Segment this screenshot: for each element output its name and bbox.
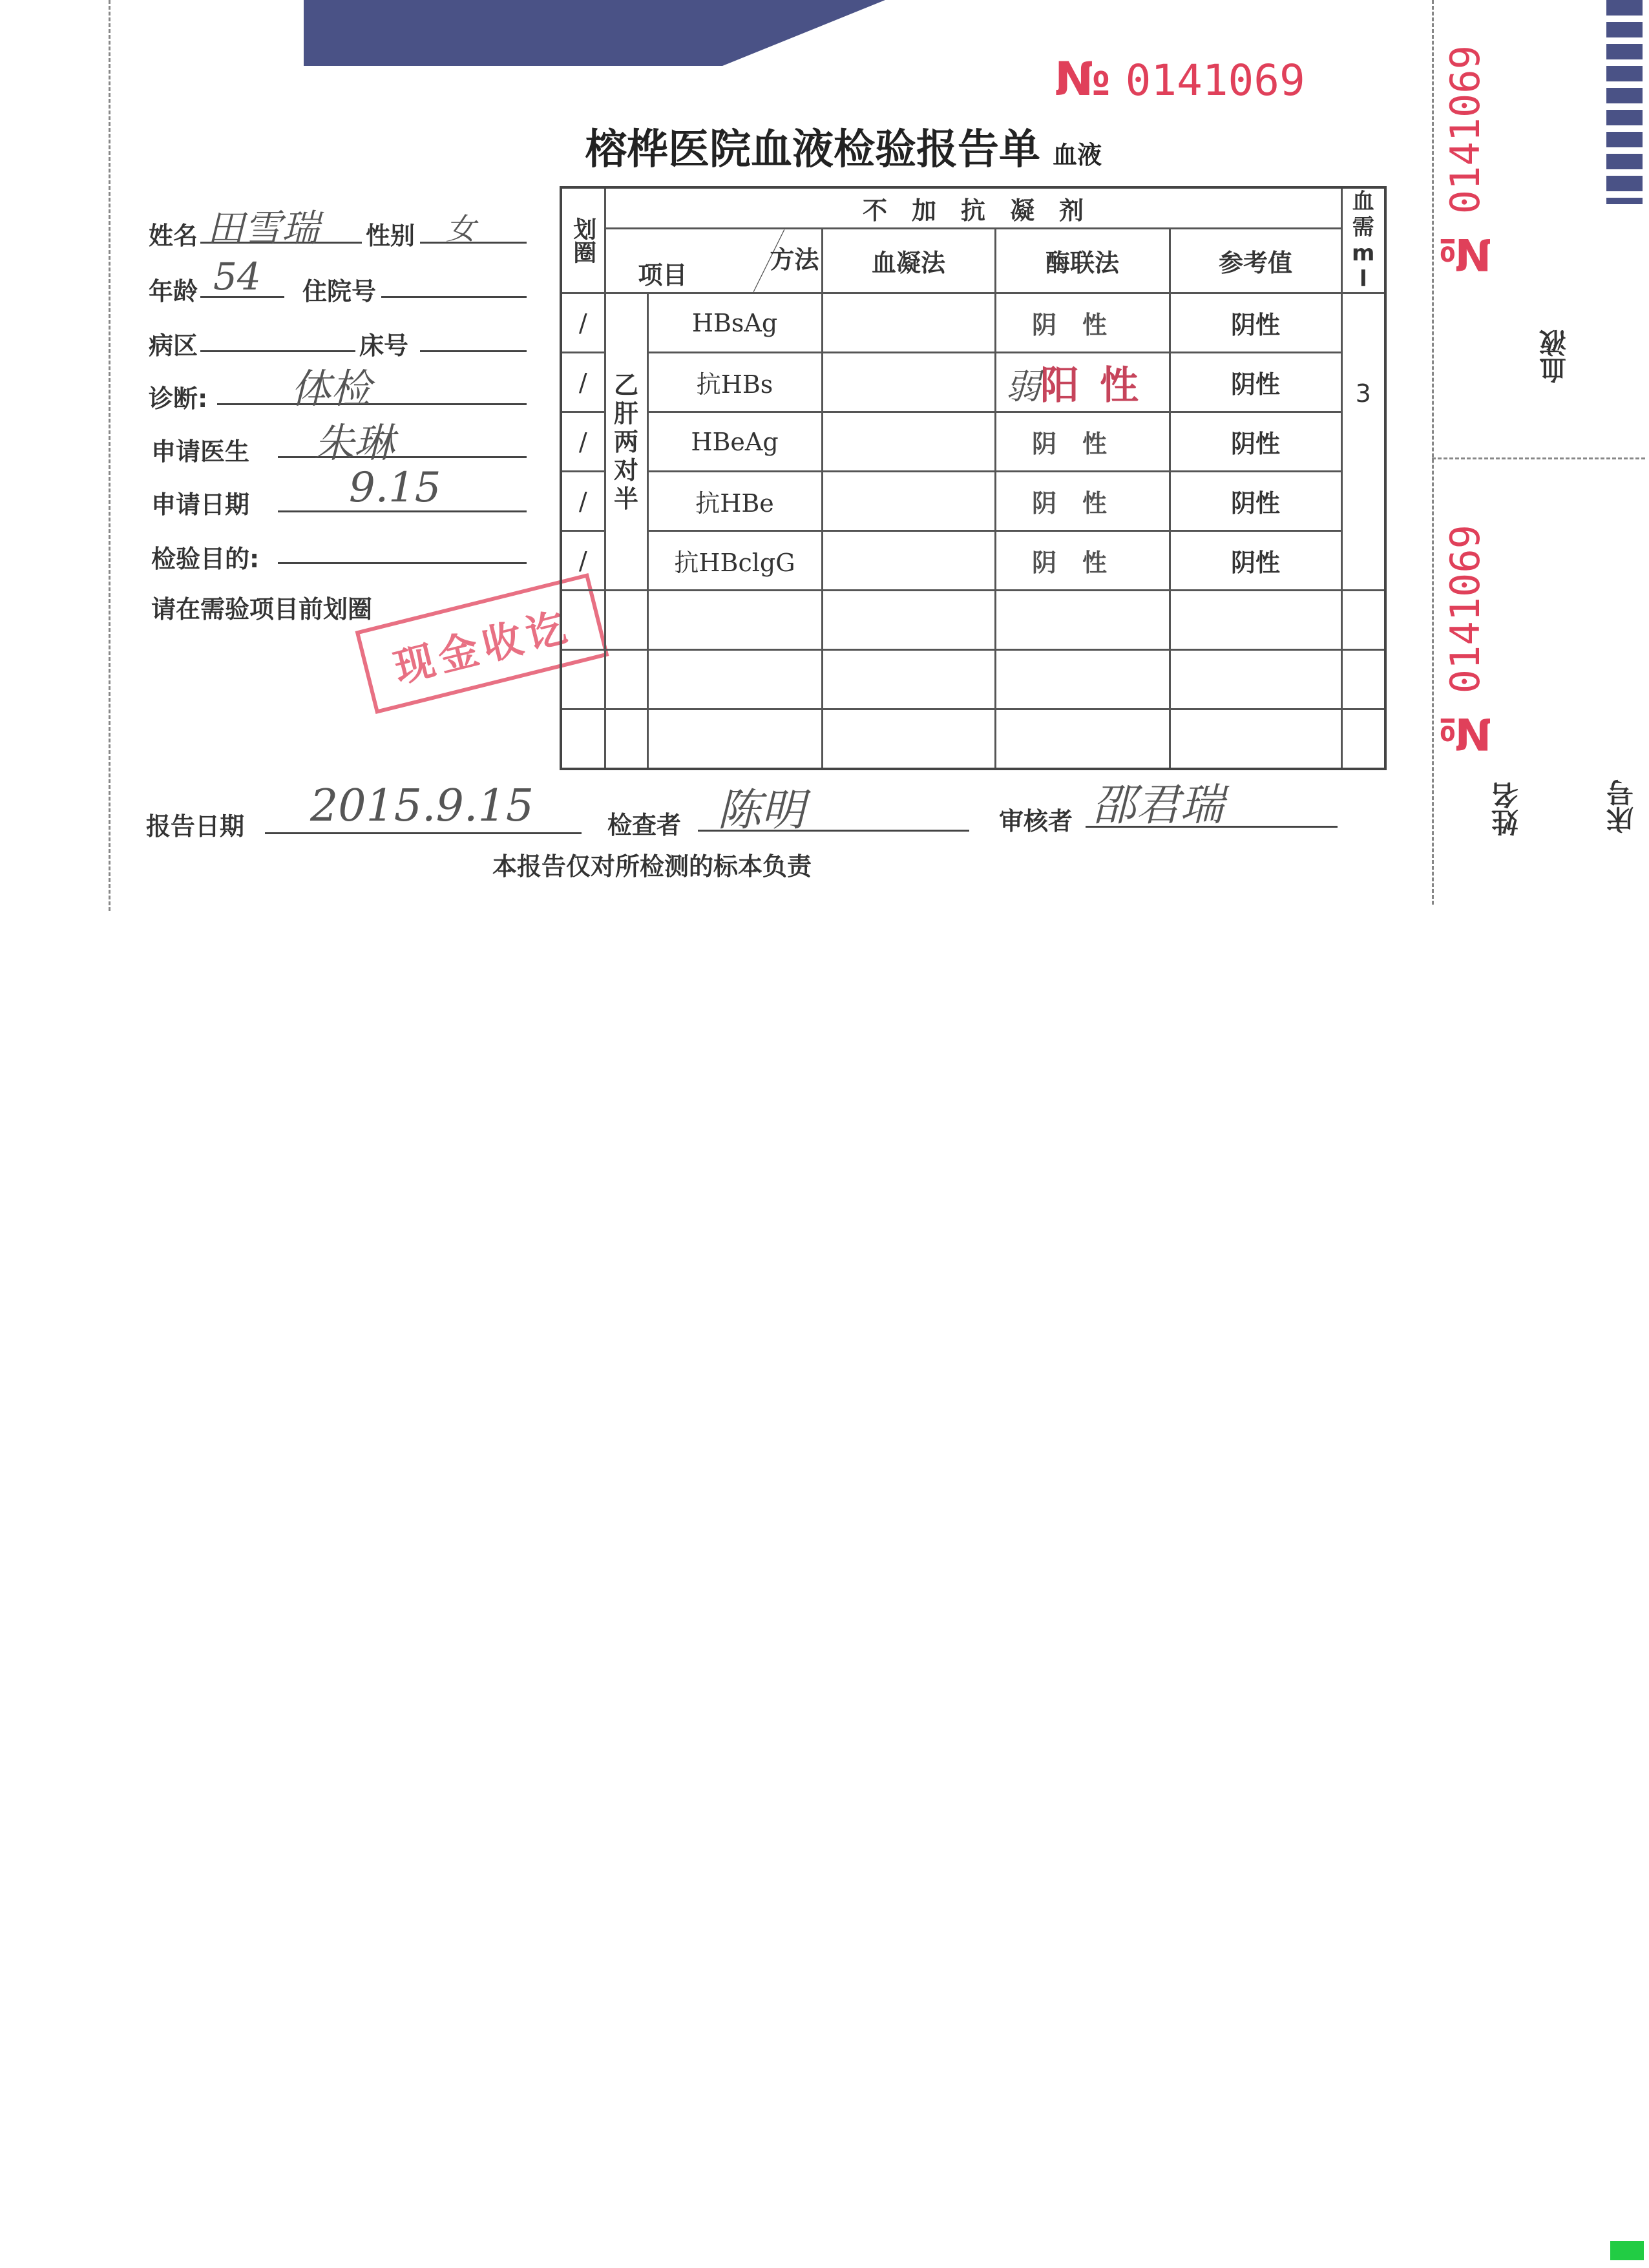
report-table (560, 186, 1387, 770)
diagnosis-line (217, 403, 527, 405)
group-label-text: 乙肝两对半 (613, 370, 638, 513)
stub-bed-label: 床号 (1606, 779, 1637, 834)
row-ref: 阴性 (1170, 293, 1341, 353)
col-item: 项目 (638, 261, 688, 290)
row-result-prefix: 弱 (1005, 366, 1040, 407)
row-mark[interactable]: / (561, 472, 605, 531)
gender-label: 性别 (366, 222, 415, 250)
instruction-text: 请在需验项目前划圈 (151, 595, 373, 624)
inpatient-line (381, 296, 527, 298)
row-coag (822, 353, 995, 412)
row-item: 抗HBclgG (647, 531, 822, 591)
name-label: 姓名 (149, 222, 198, 250)
row-coag (822, 412, 995, 472)
stub-divider (1432, 457, 1645, 459)
row-result: 阳性 (1040, 362, 1159, 408)
stub-serial-top: № 0141069 (1440, 45, 1491, 279)
row-item: 抗HBe (647, 472, 822, 531)
table-row-empty (561, 709, 1385, 769)
table-row (561, 472, 1385, 531)
row-coag (822, 472, 995, 531)
row-item: HBsAg (647, 293, 822, 353)
bed-label: 床号 (359, 331, 409, 360)
ward-line (200, 350, 355, 352)
purpose-label: 检验目的: (151, 545, 260, 573)
col-elisa: 酶联法 (995, 229, 1170, 293)
table-row-empty (561, 591, 1385, 650)
row-result: 阴性 (995, 531, 1170, 591)
col-blood (1341, 187, 1385, 293)
row-result-cell (995, 353, 1170, 412)
report-date-label: 报告日期 (146, 812, 245, 841)
row-mark[interactable]: / (561, 293, 605, 353)
gender-value: 女 (446, 211, 476, 246)
purpose-line (278, 562, 527, 564)
doctor-value: 朱琳 (314, 419, 395, 467)
left-perforation (109, 0, 110, 911)
apply-date-value: 9.15 (349, 464, 441, 512)
col-no-anticoag: 不 加 抗 凝 剂 (605, 187, 1341, 229)
doctor-label: 申请医生 (151, 437, 250, 466)
col-blood-label: 血需ml (1352, 189, 1375, 292)
row-result: 阴性 (995, 472, 1170, 531)
ward-label: 病区 (149, 331, 198, 360)
stub-name-label: 姓名 (1491, 782, 1522, 836)
row-ref: 阴性 (1170, 531, 1341, 591)
row-mark[interactable]: / (561, 531, 605, 591)
table-row (561, 412, 1385, 472)
page-title: 榕桦医院血液检验报告单 血液 (585, 126, 1102, 174)
group-label (605, 293, 647, 591)
disclaimer: 本报告仅对所检测的标本负责 (492, 852, 812, 881)
table-row (561, 531, 1385, 591)
row-ref: 阴性 (1170, 412, 1341, 472)
row-result: 阴性 (995, 412, 1170, 472)
stub-type: 血液 (1539, 330, 1570, 384)
row-mark[interactable]: / (561, 353, 605, 412)
row-coag (822, 531, 995, 591)
reviewer-value: 邵君瑞 (1092, 780, 1224, 831)
serial-number: № 0141069 (1055, 52, 1305, 106)
bed-line (420, 350, 527, 352)
diagnosis-label: 诊断: (149, 384, 208, 413)
stub-serial-bottom: № 0141069 (1440, 525, 1491, 759)
report-date-line (265, 832, 582, 834)
row-item: 抗HBs (647, 353, 822, 412)
apply-date-label: 申请日期 (151, 490, 250, 519)
age-value: 54 (213, 255, 261, 299)
table-row (561, 353, 1385, 412)
name-value: 田雪瑞 (207, 206, 320, 250)
edge-marks (1606, 0, 1643, 204)
col-coag: 血凝法 (822, 229, 995, 293)
reviewer-label: 审核者 (999, 807, 1073, 835)
item-method-header (605, 229, 822, 293)
checker-value: 陈明 (717, 785, 806, 836)
age-label: 年龄 (149, 277, 198, 306)
scan-marker (1610, 2241, 1644, 2260)
checker-label: 检查者 (607, 811, 682, 839)
blood-ml: 3 (1341, 293, 1385, 591)
report-date-value: 2015.9.15 (310, 781, 534, 832)
row-coag (822, 293, 995, 353)
right-perforation (1432, 0, 1434, 905)
row-ref: 阴性 (1170, 472, 1341, 531)
row-result: 阴性 (995, 293, 1170, 353)
row-ref: 阴性 (1170, 353, 1341, 412)
col-circle: 划圈 (561, 187, 605, 293)
cash-stamp-text: 现金收讫 (389, 602, 576, 692)
diagnosis-value: 体检 (291, 365, 372, 412)
inpatient-label: 住院号 (302, 277, 377, 306)
row-mark[interactable]: / (561, 412, 605, 472)
row-item: HBeAg (647, 412, 822, 472)
table-row (561, 293, 1385, 353)
top-band (304, 0, 885, 66)
col-ref: 参考值 (1170, 229, 1341, 293)
table-row-empty (561, 650, 1385, 709)
col-method: 方法 (770, 246, 819, 275)
